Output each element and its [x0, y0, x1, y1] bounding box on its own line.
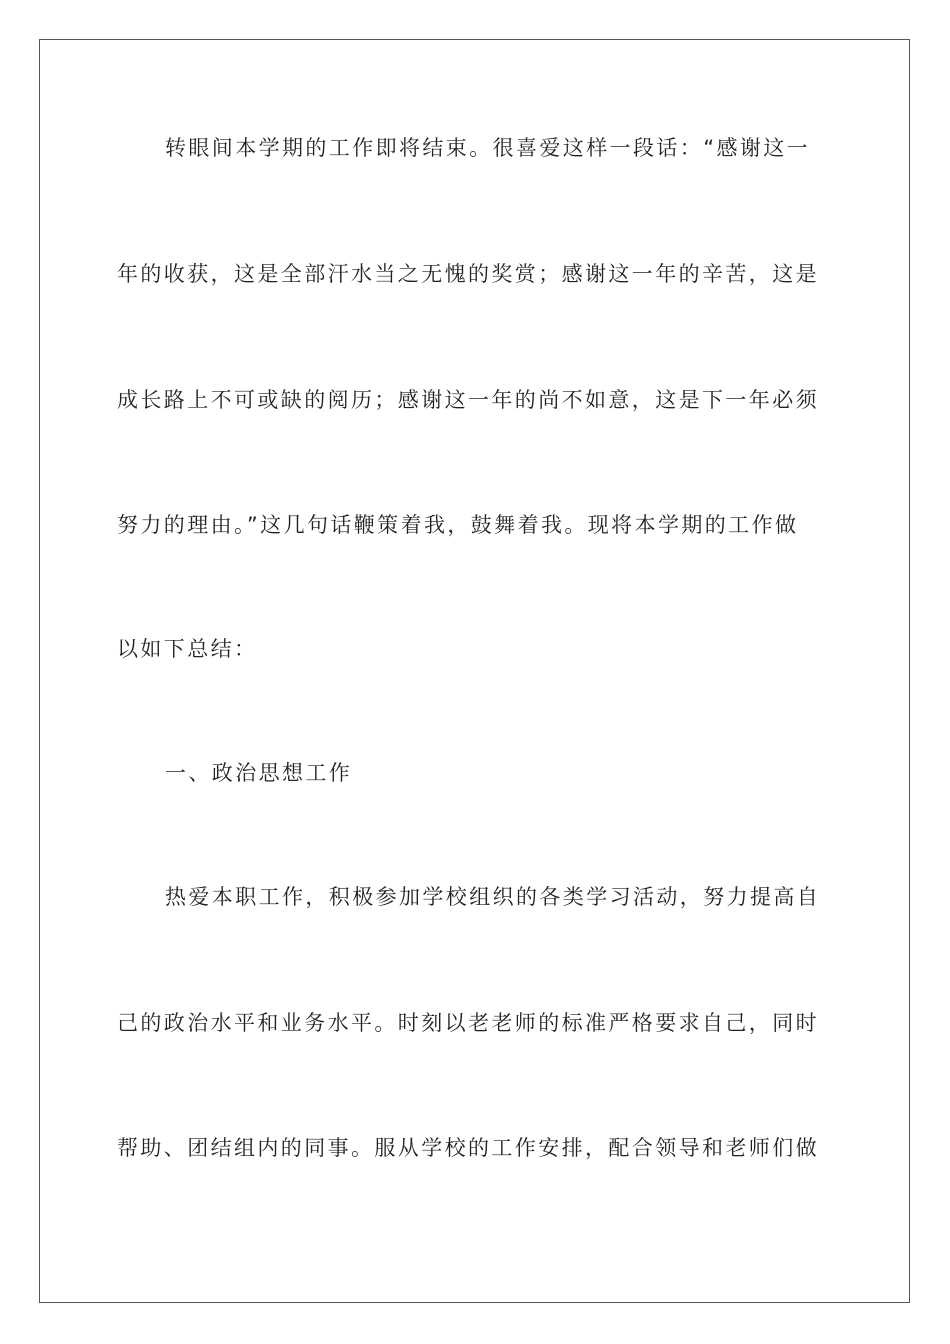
paragraph-line: 努力的理由。”这几句话鞭策着我，鼓舞着我。现将本学期的工作做	[117, 513, 799, 537]
paragraph-line: 热爱本职工作，积极参加学校组织的各类学习活动，努力提高自	[165, 885, 821, 909]
paragraph-line: 成长路上不可或缺的阅历；感谢这一年的尚不如意，这是下一年必须	[117, 388, 819, 412]
paragraph-line: 以如下总结：	[117, 637, 258, 661]
page-frame	[39, 39, 910, 1303]
paragraph-line: 己的政治水平和业务水平。时刻以老老师的标准严格要求自己，同时	[117, 1011, 819, 1035]
paragraph-line: 年的收获，这是全部汗水当之无愧的奖赏；感谢这一年的辛苦，这是	[117, 262, 819, 286]
section-heading: 一、政治思想工作	[165, 761, 353, 785]
paragraph-line: 转眼间本学期的工作即将结束。很喜爱这样一段话：“感谢这一	[165, 136, 811, 160]
paragraph-line: 帮助、团结组内的同事。服从学校的工作安排，配合领导和老师们做	[117, 1136, 819, 1160]
